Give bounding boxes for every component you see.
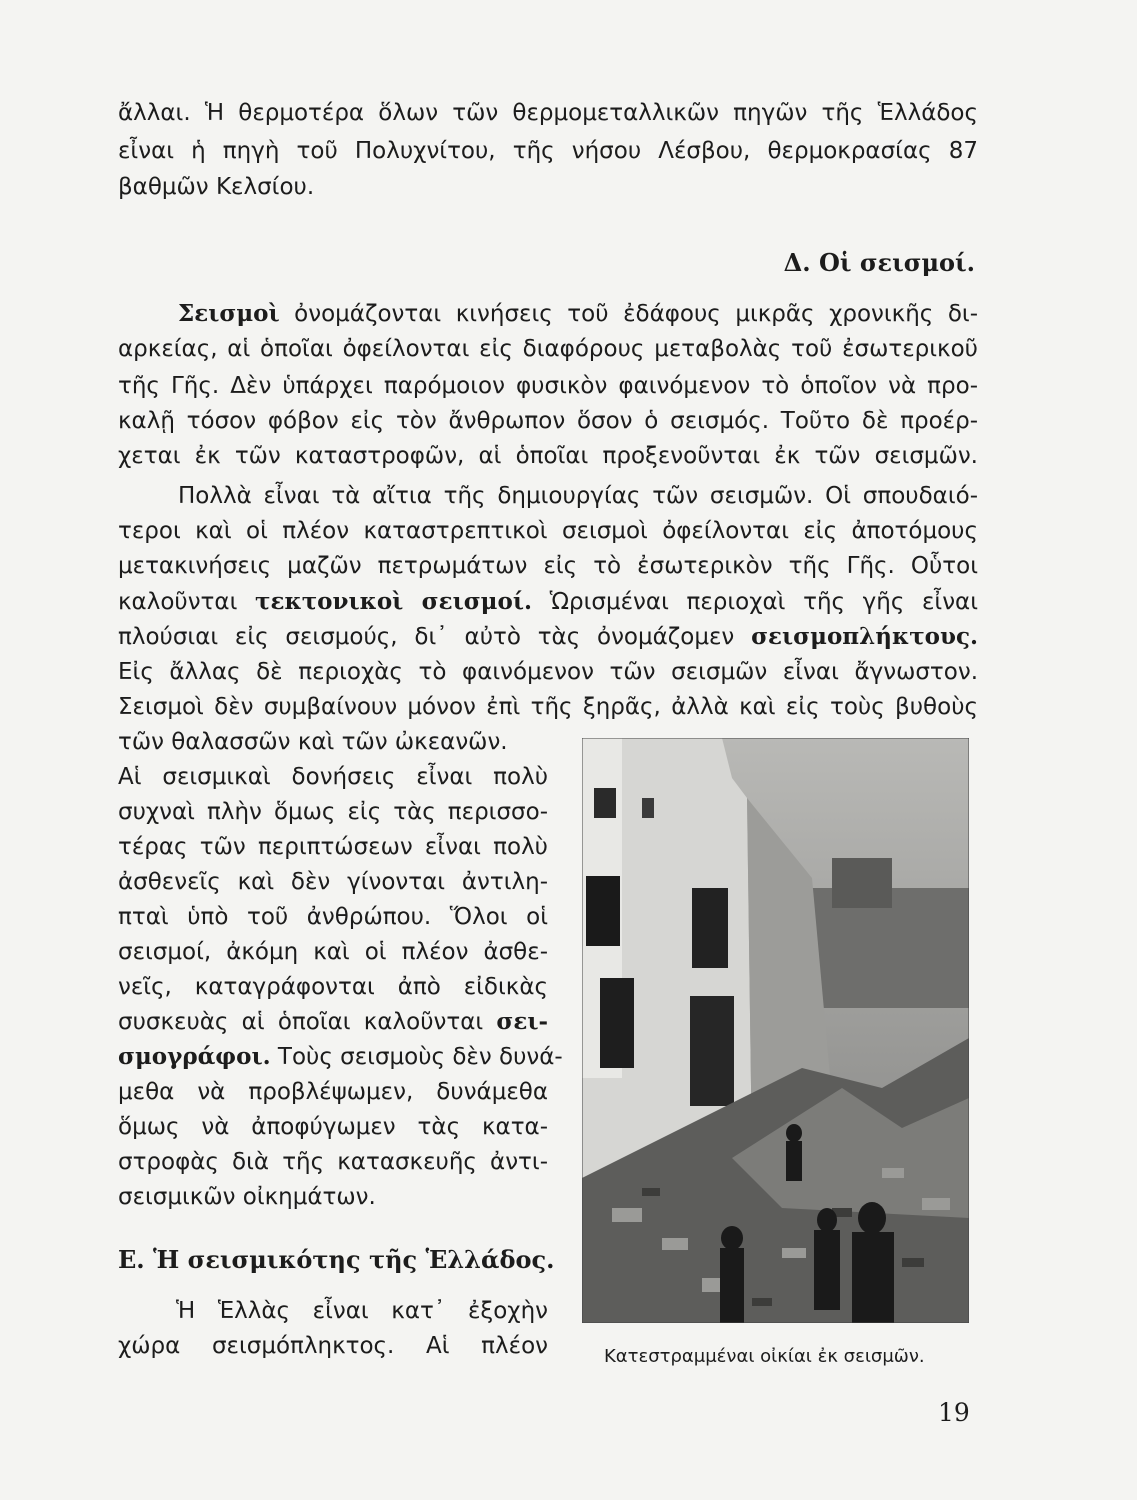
p2-line-8: τῶν θαλασσῶν καὶ τῶν ὠκεανῶν.	[118, 729, 508, 755]
e-line-1: Ἡ Ἑλλὰς εἶναι κατ᾿ ἐξοχὴν	[176, 1298, 548, 1324]
p2-line-7: Σεισμοὶ δὲν συμβαίνουν μόνον ἐπὶ τῆς ξηρᾶς, ἀλλὰ καὶ εἰς τοὺς βυθοὺς	[118, 694, 978, 720]
term-seismoplektous: σεισμοπλήκτους.	[751, 623, 978, 650]
p3-line-8	[118, 1007, 548, 1037]
intro-line-1: ἄλλαι. Ἡ θερμοτέρα ὅλων τῶν θερμομεταλλικῶν πηγῶν τῆς Ἑλλάδος	[118, 100, 978, 126]
photo-caption: Κατεστραμμέναι οἰκίαι ἐκ σεισμῶν.	[604, 1346, 925, 1367]
p3-line-1: Αἱ σεισμικαὶ δονήσεις εἶναι πολὺ	[118, 764, 548, 790]
p3-line-6: σεισμοί, ἀκόμη καὶ οἱ πλέον ἀσθε-	[118, 939, 548, 965]
p2-line-4-a: καλοῦνται	[118, 589, 255, 615]
p2-line-2: τεροι καὶ οἱ πλέον καταστρεπτικοὶ σεισμοὶ ὀφείλονται εἰς ἀποτόμους	[118, 518, 978, 544]
p3-line-11: ὅμως νὰ ἀποφύγωμεν τὰς κατα-	[118, 1114, 548, 1140]
p1-line-5: χεται ἐκ τῶν καταστροφῶν, αἱ ὁποῖαι προξενοῦνται ἐκ τῶν σεισμῶν.	[118, 443, 978, 469]
term-seismoi: Σεισμοὶ	[178, 300, 280, 327]
p3-line-2: συχναὶ πλὴν ὅμως εἰς τὰς περισσο-	[118, 799, 548, 825]
p2-line-1: Πολλὰ εἶναι τὰ αἴτια τῆς δημιουργίας τῶν σεισμῶν. Οἱ σπουδαιό-	[178, 483, 978, 509]
destroyed-houses-image	[582, 738, 969, 1323]
p3-line-12: στροφὰς διὰ τῆς κατασκευῆς ἀντι-	[118, 1149, 548, 1175]
p3-line-8-a: συσκευὰς αἱ ὁποῖαι καλοῦνται	[118, 1009, 497, 1035]
e-line-2: χώρα σεισμόπληκτος. Αἱ πλέον	[118, 1333, 548, 1359]
p1-line-3: τῆς Γῆς. Δὲν ὑπάρχει παρόμοιον φυσικὸν φαινόμενον τὸ ὁποῖον νὰ προ-	[118, 373, 978, 399]
p2-line-3: μετακινήσεις μαζῶν πετρωμάτων εἰς τὸ ἐσωτερικὸν τῆς Γῆς. Οὗτοι	[118, 553, 978, 579]
section-d-heading: Δ. Οἱ σεισμοί.	[783, 248, 975, 277]
p2-line-5	[118, 622, 978, 652]
p1-line-4: καλῇ τόσον φόβον εἰς τὸν ἄνθρωπον ὅσον ὁ σεισμός. Τοῦτο δὲ προέρ-	[118, 408, 978, 434]
p3-line-9	[118, 1042, 563, 1072]
p3-line-5: πταὶ ὑπὸ τοῦ ἀνθρώπου. Ὅλοι οἱ	[118, 904, 548, 930]
p2-line-4	[118, 587, 978, 617]
p1-line-1-text: ὀνομάζονται κινήσεις τοῦ ἐδάφους μικρᾶς χρονικῆς δι-	[279, 301, 978, 327]
p3-line-3: τέρας τῶν περιπτώσεων εἶναι πολὺ	[118, 834, 548, 860]
section-e-heading: Ε. Ἡ σεισμικότης τῆς Ἑλλάδος.	[118, 1245, 555, 1274]
p2-line-6: Εἰς ἄλλας δὲ περιοχὰς τὸ φαινόμενον τῶν σεισμῶν εἶναι ἄγνωστον.	[118, 659, 978, 685]
earthquake-photo	[582, 738, 969, 1323]
p2-line-4-b: Ὡρισμέναι περιοχαὶ τῆς γῆς εἶναι	[532, 589, 978, 615]
p1-line-2: αρκείας, αἱ ὁποῖαι ὀφείλονται εἰς διαφόρους μεταβολὰς τοῦ ἐσωτερικοῦ	[118, 336, 978, 362]
p3-line-9-b: Τοὺς σεισμοὺς δὲν δυνά-	[270, 1044, 563, 1070]
p3-line-4: ἀσθενεῖς καὶ δὲν γίνονται ἀντιλη-	[118, 869, 548, 895]
intro-line-2: εἶναι ἡ πηγὴ τοῦ Πολυχνίτου, τῆς νήσου Λέσβου, θερμοκρασίας 87	[118, 138, 978, 164]
p3-line-10: μεθα νὰ προβλέψωμεν, δυνάμεθα	[118, 1079, 548, 1105]
page-number: 19	[938, 1398, 970, 1427]
term-tektonikoi: τεκτονικοὶ σεισμοί.	[255, 588, 532, 615]
term-seismografoi-2: σμογράφοι.	[118, 1043, 271, 1070]
term-seismografoi-1: σει-	[496, 1008, 548, 1035]
intro-line-3: βαθμῶν Κελσίου.	[118, 174, 315, 200]
p3-line-13: σεισμικῶν οἰκημάτων.	[118, 1184, 376, 1210]
p3-line-7: νεῖς, καταγράφονται ἀπὸ εἰδικὰς	[118, 974, 548, 1000]
p2-line-5-a: πλούσιαι εἰς σεισμούς, δι᾿ αὐτὸ τὰς ὀνομάζομεν	[118, 624, 752, 650]
p1-line-1	[178, 299, 978, 329]
